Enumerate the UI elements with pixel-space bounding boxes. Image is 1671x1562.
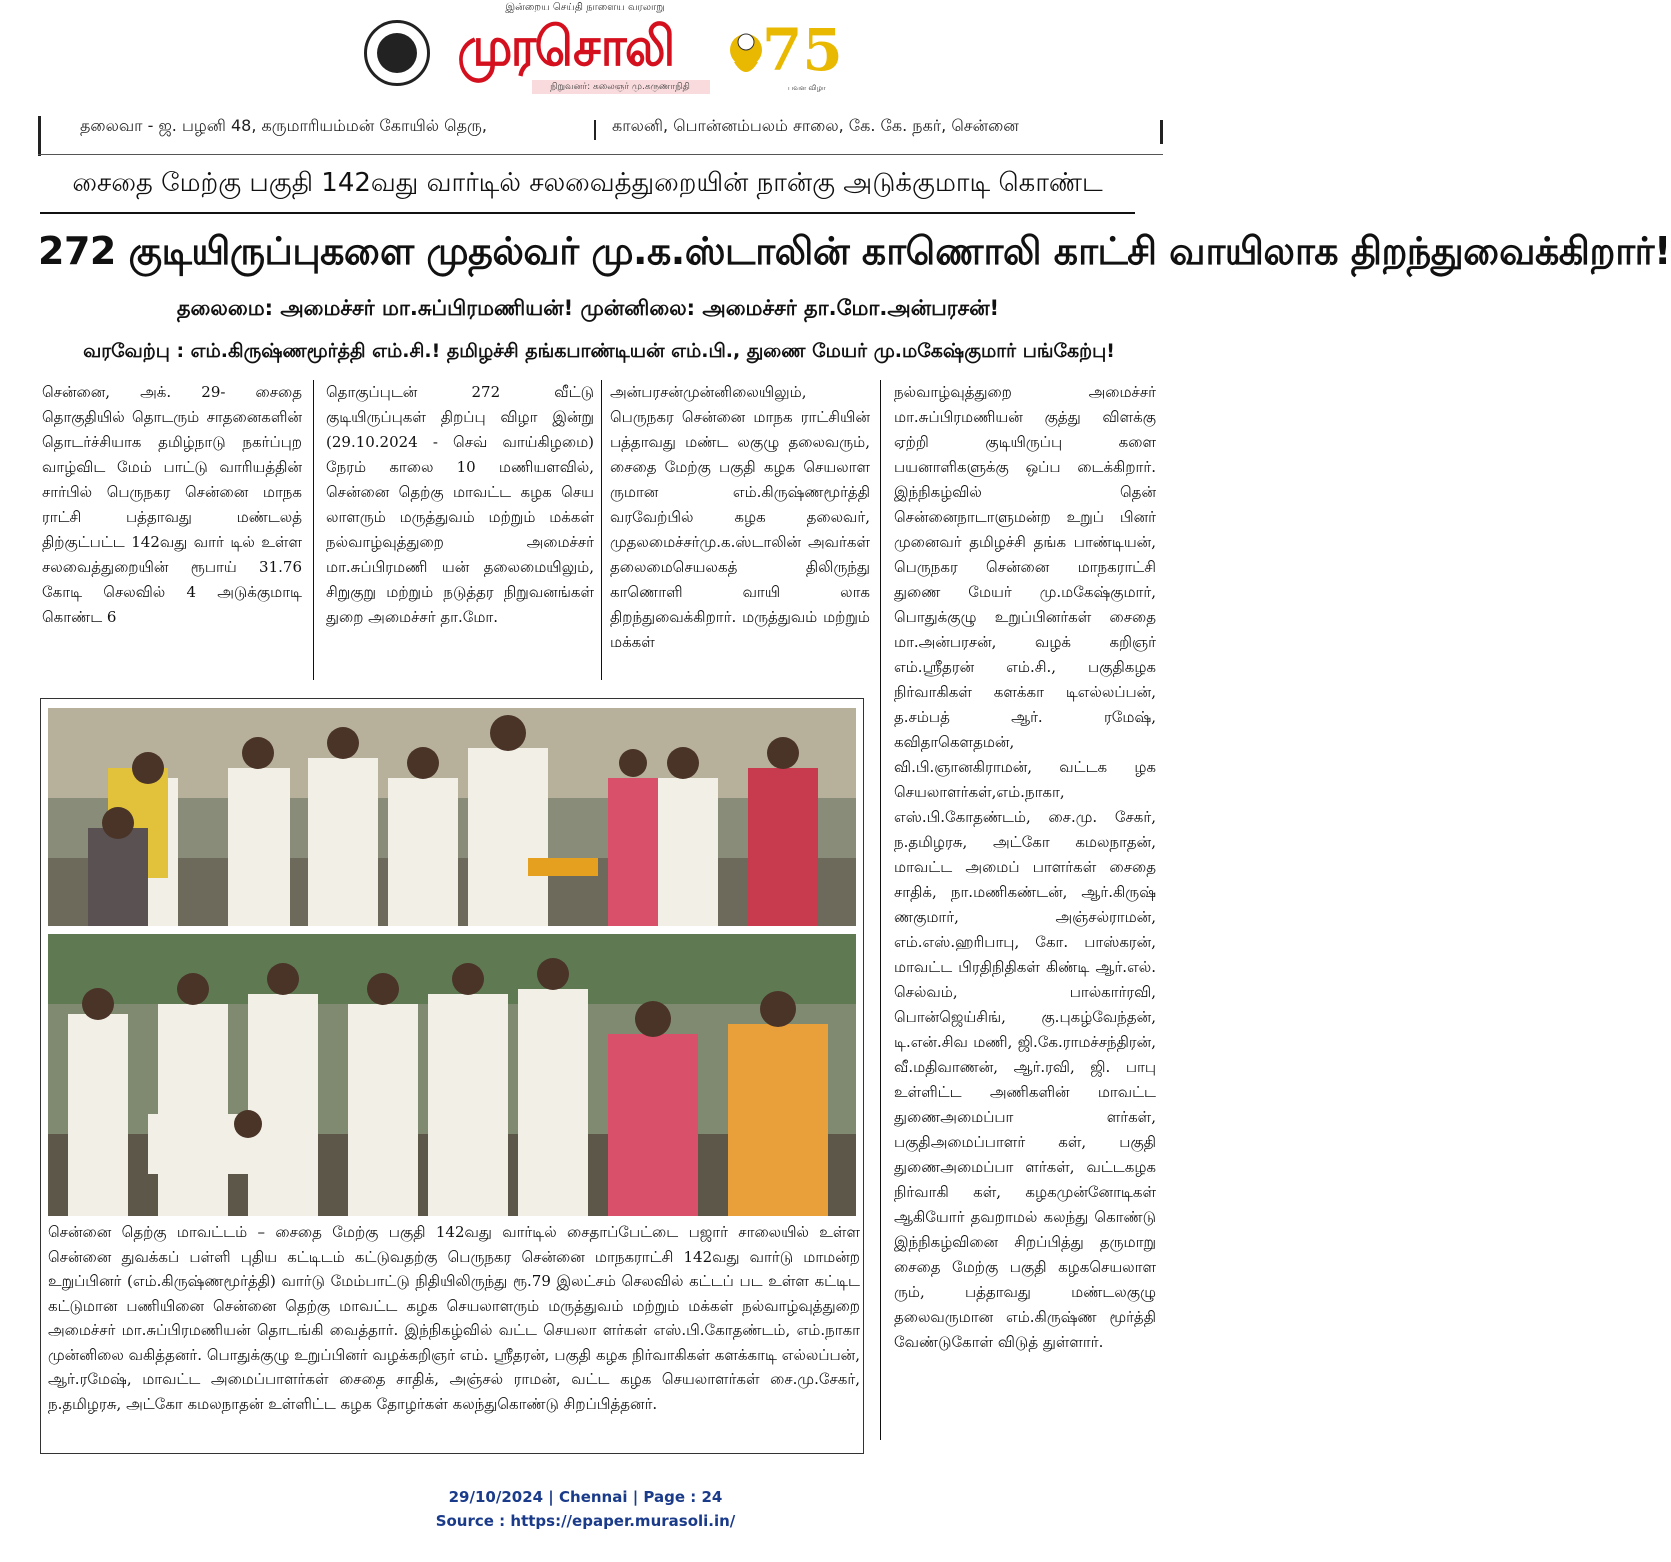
event-photo-top [48,708,856,926]
article-column-1: சென்னை, அக். 29- சைதை தொகுதியில் தொடரும் சாதனைகளின் தொடர்ச்சியாக தமிழ்நாடு நகர்ப்புற வாழ்விட மேம் பாட்டு வாரியத்தின் சார்பில் பெருநகர சென்னை மாநக ராட்சி பத்தாவது மண்டலத் திற்குட்பட்ட 142வது வார் டில் உள்ள சலவைத்துறையின் ரூபாய் 31.76 கோடி செலவில் 4 அடுக்குமாடி கொண்ட 6 [42,383,302,626]
article-deck-2: வரவேற்பு : எம்.கிருஷ்ணமூர்த்தி எம்.சி.! தமிழச்சி தங்கபாண்டியன் எம்.பி., துணை மேயர் மு.மகேஷ்குமார் பங்கேற்பு! [83,340,1115,362]
article-column-4: நல்வாழ்வுத்துறை அமைச்சர் மா.சுப்பிரமணியன் குத்து விளக்கு ஏற்றி குடியிருப்பு களை பயனாளிகளுக்கு ஒப்ப டைக்கிறார். இந்நிகழ்வில் தென் சென்னைநாடாளுமன்ற உறுப் பினர் முனைவர் தமிழச்சி தங்க பாண்டியன், பெருநகர சென்னை மாநகராட்சி துணை மேயர் மு.மகேஷ்குமார், பொதுக்குழு உறுப்பினர்கள் சைதை மா.அன்பரசன், வழக் கறிஞர் எம்.ஸ்ரீதரன் எம்.சி., பகுதிகழக நிர்வாகிகள் களக்கா டிஎல்லப்பன், த.சம்பத் ஆர். ரமேஷ், கவிதாகௌதமன், வி.பி.ஞானகிராமன், வட்டக ழக செயலாளர்கள்,எம்.நாகா, எஸ்.பி.கோதண்டம், சை.மு. சேகர், ந.தமிழரசு, அட்கோ கமலநாதன், மாவட்ட அமைப் பாளர்கள் சைதை சாதிக், நா.மணிகண்டன், ஆர்.கிருஷ் ணகுமார், அஞ்சல்ராமன், எம்.எஸ்.ஹரிபாபு, கோ. பாஸ்கரன், மாவட்ட பிரதிநிதிகள் கிண்டி ஆர்.எல். செல்வம், பால்கார்ரவி, பொன்ஜெய்சிங், கு.புகழ்வேந்தன், டி.என்.சிவ மணி, ஜி.கே.ராமச்சந்திரன், வீ.மதிவாணன், ஆர்.ரவி, ஜி. பாபு உள்ளிட்ட அணிகளின் மாவட்ட துணைஅமைப்பா ளர்கள், பகுதிஅமைப்பாளர் கள், பகுதி துணைஅமைப்பா ளர்கள், வட்டகழக நிர்வாகி கள், கழகமுன்னோடிகள் ஆகியோர் தவறாமல் கலந்து கொண்டு இந்நிகழ்வினை சிறப்பித்து தருமாறு சைதை மேற்கு பகுதி கழகசெயலாள ரும், பத்தாவது மண்டலகுழு தலைவருமான எம்.கிருஷ்ண மூர்த்தி வேண்டுகோள் விடுத் துள்ளார். [894,383,1156,1351]
event-photo-bottom [48,934,856,1216]
article-column-3: அன்பரசன்முன்னிலையிலும், பெருநகர சென்னை மாநக ராட்சியின் பத்தாவது மண்ட லகுழு தலைவரும், சைதை மேற்கு பகுதி கழக செயலாள ருமான எம்.கிருஷ்ணமூர்த்தி வரவேற்பில் கழக தலைவர், முதலமைச்சர்மு.க.ஸ்டாலின் அவர்கள் தலைமைசெயலகத் திலிருந்து காணொளி வாயி லாக திறந்துவைக்கிறார். மருத்துவம் மற்றும் மக்கள் [610,383,870,651]
column-rule [601,380,602,680]
strip-divider [594,120,596,140]
masthead-tagline: இன்றைய செய்தி நாளைய வரலாறு [505,2,665,13]
column-rule [313,380,314,680]
article-deck-1: தலைமை: அமைச்சர் மா.சுப்பிரமணியன்! முன்னிலை: அமைச்சர் தா.மோ.அன்பரசன்! [176,296,1000,320]
photo-caption: சென்னை தெற்கு மாவட்டம் – சைதை மேற்கு பகுதி 142வது வார்டில் சைதாப்பேட்டை பஜார் சாலையில் உள்ள சென்னை துவக்கப் பள்ளி புதிய கட்டிடம் கட்டுவதற்கு பெருநகர சென்னை மாநகராட்சி 142வது வார்டு மாமன்ற உறுப்பினர் (எம்.கிருஷ்ணமூர்த்தி) வார்டு மேம்பாட்டு நிதியிலிருந்து ரூ.79 இலட்சம் செலவில் கட்டப் பட உள்ள கட்டிட கட்டுமான பணியினை சென்னை தெற்கு மாவட்ட கழக செயலாளரும் மருத்துவம் மற்றும் மக்கள் நல்வாழ்வுத்துறை அமைச்சர் மா.சுப்பிரமணியன் தொடங்கி வைத்தார். இந்நிகழ்வில் வட்ட செயலா ளர்கள் எஸ்.பி.கோதண்டம், எம்.நாகா முன்னிலை வகித்தனர். பொதுக்குழு உறுப்பினர் வழக்கறிஞர் எம். ஸ்ரீதரன், பகுதி கழக நிர்வாகிகள் களக்காடி எல்லப்பன், ஆர்.ரமேஷ், மாவட்ட அமைப்பாளர்கள் சைதை சாதிக், அஞ்சல் ராமன், வட்ட கழக செயலாளர்கள் சை.மு.சேகர், ந.தமிழரசு, அட்கோ கமலநாதன் உள்ளிட்ட கழக தோழர்கள் கலந்துகொண்டு சிறப்பித்தனர். [48,1223,860,1413]
left-border [38,116,41,156]
article-column-2: தொகுப்புடன் 272 வீட்டு குடியிருப்புகள் திறப்பு விழா இன்று (29.10.2024 - செவ் வாய்கிழமை) நேரம் காலை 10 மணியளவில், சென்னை தெற்கு மாவட்ட கழக செய லாளரும் மருத்துவம் மற்றும் மக்கள் நல்வாழ்வுத்துறை அமைச்சர் மா.சுப்பிரமணி யன் தலைமையிலும், சிறுகுறு மற்றும் நடுத்தர நிறுவனங்கள் துறை அமைச்சர் தா.மோ. [326,383,594,626]
headline-rule [40,212,1135,214]
column-rule [880,380,881,1440]
anniversary-number: 75 [762,16,843,84]
article-subheadline: சைதை மேற்கு பகுதி 142வது வார்டில் சலவைத்துறையின் நான்கு அடுக்குமாடி கொண்ட [72,168,1103,198]
newspaper-seal-logo [364,20,430,86]
page-date-line: 29/10/2024 | Chennai | Page : 24 [448,1488,723,1506]
previous-article-text-left: தலைவா - ஜ. பழனி 48, கருமாரியம்மன் கோயில் தெரு, [80,116,487,135]
right-border [1160,120,1163,144]
anniversary-label: பவள விழா [788,84,826,92]
source-link[interactable]: Source : https://epaper.murasoli.in/ [435,1512,736,1530]
newspaper-title: முரசொலி [457,15,674,78]
strip-bottom-rule [38,154,1163,155]
previous-article-text-right: காலனி, பொன்னம்பலம் சாலை, கே. கே. நகர், சென்னை [612,116,1019,135]
anniversary-75-logo [722,12,843,96]
article-headline: 272 குடியிருப்புகளை முதல்வர் மு.க.ஸ்டாலின் காணொலி காட்சி வாயிலாக திறந்துவைக்கிறார்! [38,229,1671,273]
newspaper-founder-line: நிறுவனர்: கலைஞர் மு.கருணாநிதி [550,82,690,92]
